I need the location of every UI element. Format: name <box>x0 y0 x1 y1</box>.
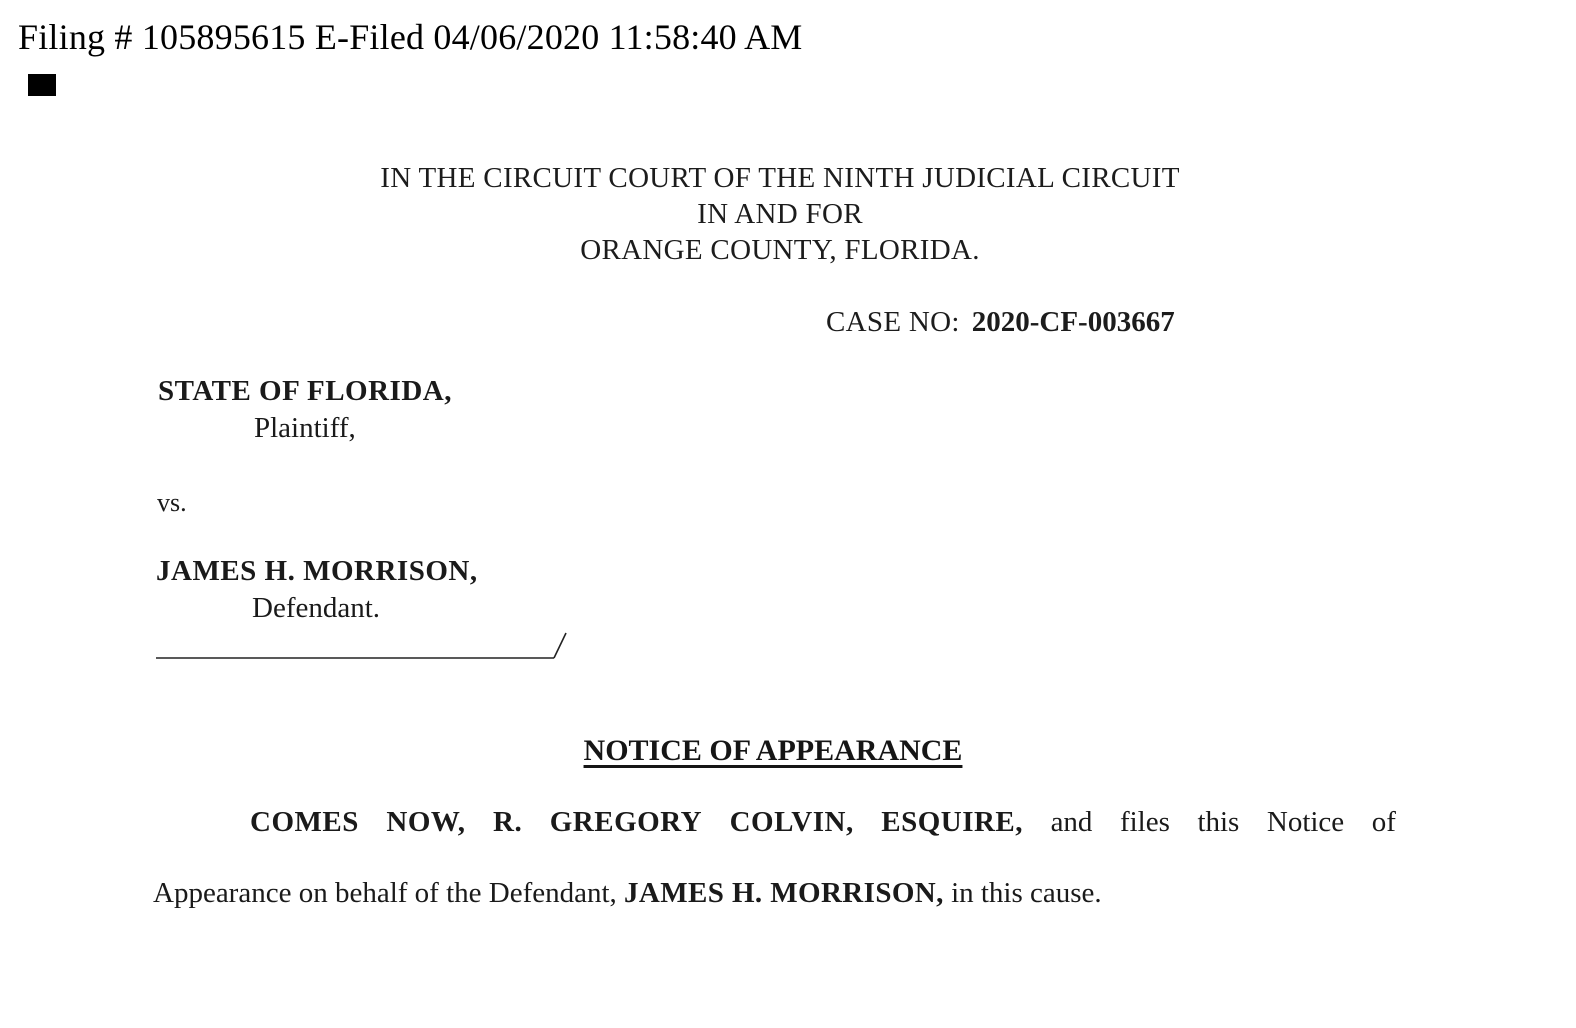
body-line2-suffix: in this cause. <box>951 877 1102 909</box>
body-line2-prefix: Appearance on behalf of the Defendant, <box>153 877 617 909</box>
plaintiff-block <box>158 375 452 445</box>
body-paragraph-line-1 <box>250 806 1396 839</box>
body-word: R. <box>493 806 523 838</box>
filing-stamp: Filing # 105895615 E-Filed 04/06/2020 11:58:40 AM <box>18 17 803 57</box>
body-word: NOW, <box>386 806 466 838</box>
court-caption <box>300 160 1260 268</box>
caption-divider-line <box>156 630 576 664</box>
case-number-value: 2020-CF-003667 <box>971 306 1175 338</box>
body-word: of <box>1371 806 1396 838</box>
defendant-name: JAMES H. MORRISON, <box>156 555 478 587</box>
court-caption-line-3: ORANGE COUNTY, FLORIDA. <box>580 234 980 266</box>
defendant-block <box>156 555 478 625</box>
case-number <box>826 306 1175 339</box>
plaintiff-name: STATE OF FLORIDA, <box>158 375 452 407</box>
body-word: this <box>1197 806 1240 838</box>
body-paragraph-line-2 <box>153 877 1102 910</box>
body-word: ESQUIRE, <box>881 806 1024 838</box>
plaintiff-role: Plaintiff, <box>254 412 356 444</box>
defendant-role: Defendant. <box>252 592 381 624</box>
redaction-mark <box>28 74 56 96</box>
versus-text: vs. <box>157 488 187 517</box>
body-word: COMES <box>250 806 359 838</box>
body-word: GREGORY <box>549 806 703 838</box>
court-caption-line-2: IN AND FOR <box>697 198 863 230</box>
body-word: COLVIN, <box>729 806 854 838</box>
case-number-label: CASE NO: <box>826 306 960 338</box>
notice-title: NOTICE OF APPEARANCE <box>583 734 963 767</box>
court-caption-line-1: IN THE CIRCUIT COURT OF THE NINTH JUDICIAL CIRCUIT <box>380 162 1180 194</box>
defendant-name-inline: JAMES H. MORRISON, <box>624 877 944 909</box>
body-word: files <box>1119 806 1170 838</box>
body-word: Notice <box>1266 806 1345 838</box>
body-word: and <box>1050 806 1093 838</box>
